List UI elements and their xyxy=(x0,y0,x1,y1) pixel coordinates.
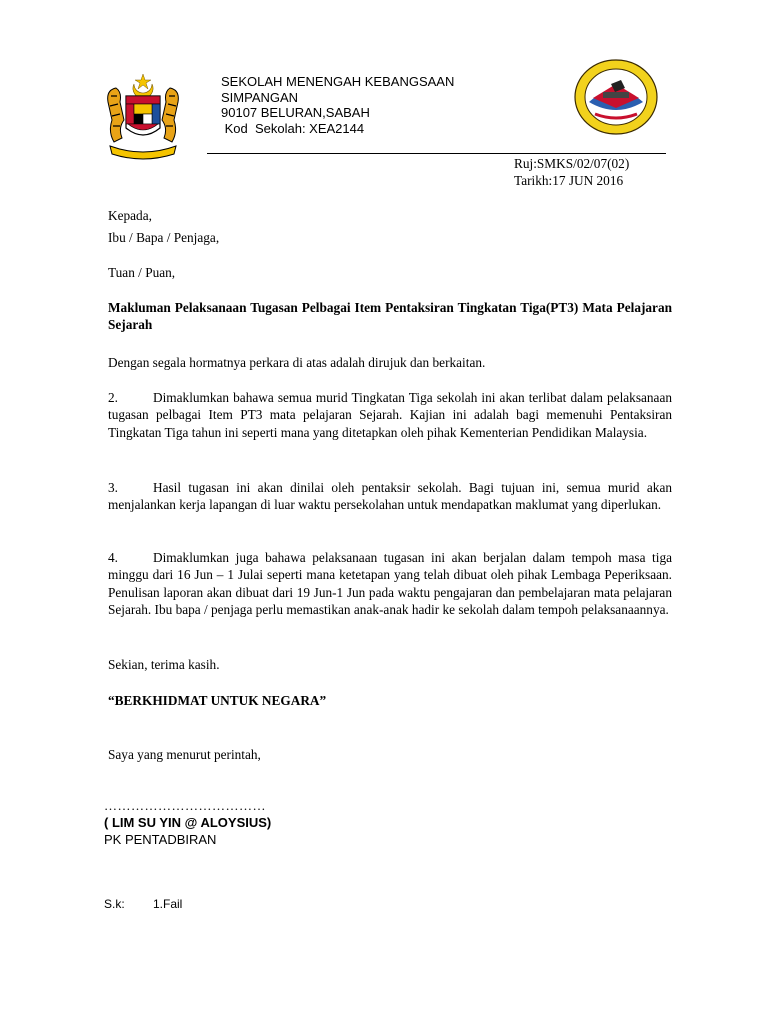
school-badge-icon xyxy=(573,58,659,136)
signer-title: PK PENTADBIRAN xyxy=(104,832,217,847)
signoff-line: Saya yang menurut perintah, xyxy=(108,747,261,762)
cc-item: 1.Fail xyxy=(153,897,183,911)
signer-name: ( LIM SU YIN @ ALOYSIUS) xyxy=(104,815,272,830)
paragraph-4 xyxy=(108,549,672,619)
motto: “BERKHIDMAT UNTUK NEGARA” xyxy=(108,693,327,708)
paragraph-number: 3. xyxy=(108,480,118,495)
salutation: Tuan / Puan, xyxy=(108,265,176,280)
recipient-to: Kepada, xyxy=(108,208,152,223)
school-name-line2: SIMPANGAN xyxy=(221,89,299,105)
paragraph-2 xyxy=(108,389,672,441)
paragraph-text: Dimaklumkan bahawa semua murid Tingkatan Tiga sekolah ini akan terlibat dalam pelaksanaan tugasan pelbagai Item PT3 mata pelajaran Sejarah. Kajian ini adalah bagi memenuhi Pentaksiran Tingkatan Tiga tahun ini seperti mana yang ditetapkan oleh pihak Kementerian Pendidikan Malaysia. xyxy=(108,390,672,440)
letter-subject: Makluman Pelaksanaan Tugasan Pelbagai Item Pentaksiran Tingkatan Tiga(PT3) Mata Pelajaran Sejarah xyxy=(108,300,672,333)
school-name-line1: SEKOLAH MENENGAH KEBANGSAAN xyxy=(221,74,455,89)
malaysia-coat-of-arms-icon xyxy=(104,72,182,164)
paragraph-3 xyxy=(108,479,672,514)
paragraph-text: Dimaklumkan juga bahawa pelaksanaan tugasan ini akan berjalan dalam tempoh masa tiga minggu dari 16 Jun – 1 Julai seperti mana ketetapan yang telah dibuat oleh pihak Lembaga Peperiksaan. Penulisan laporan akan dibuat dari 19 Jun-1 Jun pada waktu pengajaran dan pembelajaran mata pelajaran Sejarah. Ibu bapa / penjaga perlu memastikan anak-anak hadir ke sekolah dalam tempoh pelaksanaannya. xyxy=(108,550,672,618)
signature-line: ……………………………… xyxy=(104,798,266,813)
school-address-block xyxy=(221,74,454,136)
recipient-name: Ibu / Bapa / Penjaga, xyxy=(108,230,220,245)
school-address-line: 90107 BELURAN,SABAH xyxy=(221,105,370,120)
intro-paragraph: Dengan segala hormatnya perkara di atas adalah dirujuk dan berkaitan. xyxy=(108,355,486,370)
school-code-line: Kod Sekolah: XEA2144 xyxy=(221,120,365,136)
paragraph-number: 4. xyxy=(108,550,118,565)
paragraph-number: 2. xyxy=(108,390,118,405)
cc-label: S.k: xyxy=(104,897,125,911)
letter-date: Tarikh:17 JUN 2016 xyxy=(514,173,624,188)
header-divider xyxy=(207,153,666,154)
reference-block xyxy=(514,155,629,189)
reference-number: Ruj:SMKS/02/07(02) xyxy=(514,156,630,171)
closing-line: Sekian, terima kasih. xyxy=(108,657,220,672)
paragraph-text: Hasil tugasan ini akan dinilai oleh pentaksir sekolah. Bagi tujuan ini, semua murid akan menjalankan kerja lapangan di luar waktu persekolahan untuk mendapatkan maklumat yang diperlukan. xyxy=(108,480,672,513)
